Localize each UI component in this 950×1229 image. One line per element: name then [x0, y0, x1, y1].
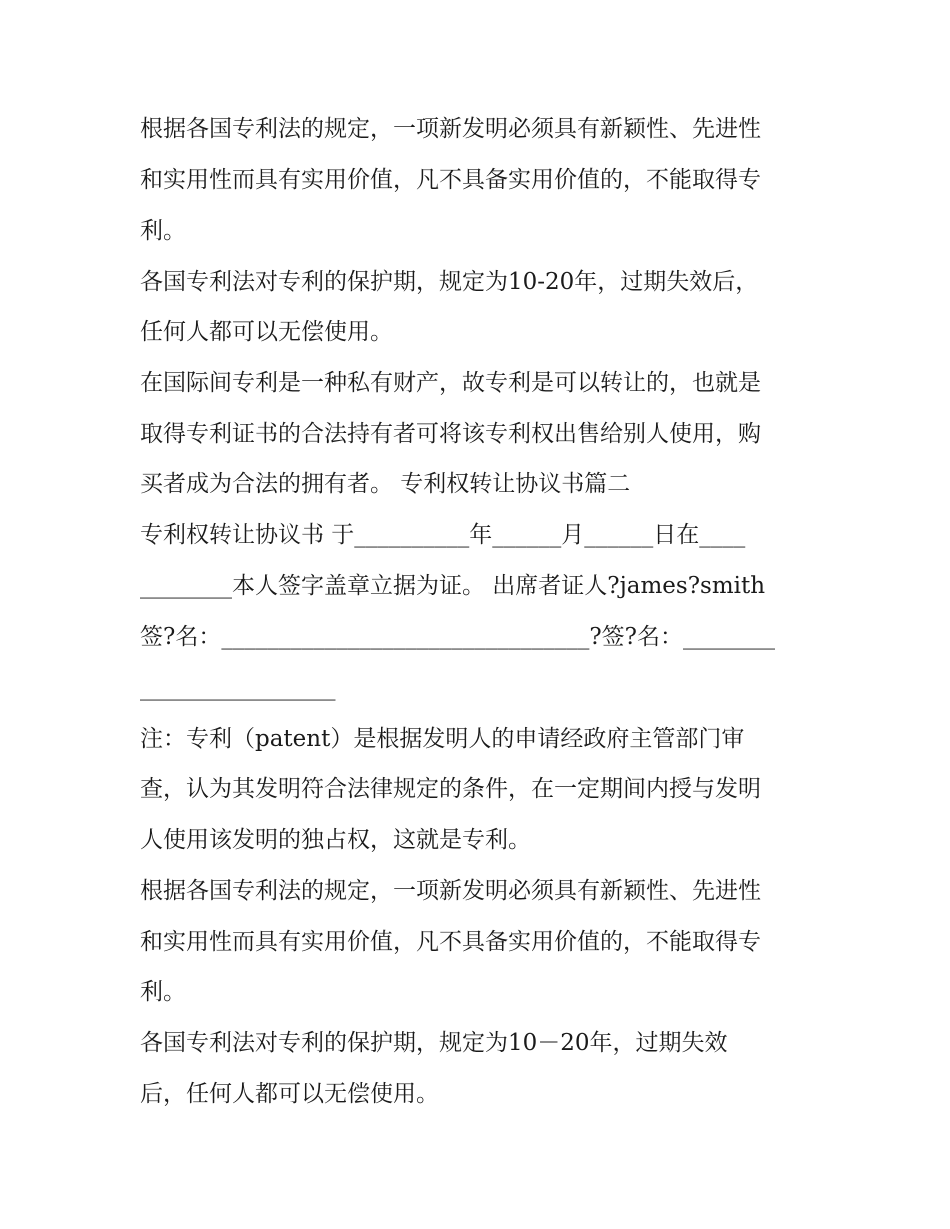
text-line: 注：专利（patent）是根据发明人的申请经政府主管部门审 [140, 726, 745, 752]
text-line: 取得专利证书的合法持有者可将该专利权出售给别人使用，购 [140, 421, 761, 447]
text-line: 买者成为合法的拥有者。 专利权转让协议书篇二 [140, 471, 631, 497]
signature-line: 签?名：________________________________?签?名：________ [140, 624, 775, 650]
text-line: 专利权转让协议书 于__________年______月______日在____ [140, 522, 746, 548]
text-line: 在国际间专利是一种私有财产，故专利是可以转让的，也就是 [140, 370, 761, 396]
text-line: 各国专利法对专利的保护期，规定为10-20年，过期失效后， [140, 269, 759, 295]
text-line: 各国专利法对专利的保护期，规定为10－20年，过期失效 [140, 1030, 728, 1056]
text-line: 任何人都可以无偿使用。 [140, 319, 393, 345]
signature-line-continuation: _________________ [140, 675, 336, 701]
text-line: 人使用该发明的独占权，这就是专利。 [140, 827, 531, 853]
text-line: 利。 [140, 218, 186, 244]
text-line: 后，任何人都可以无偿使用。 [140, 1081, 439, 1107]
text-line: 和实用性而具有实用价值，凡不具备实用价值的，不能取得专 [140, 929, 761, 955]
text-line: ________本人签字盖章立据为证。 出席者证人?james?smith [140, 573, 766, 599]
text-line: 和实用性而具有实用价值，凡不具备实用价值的，不能取得专 [140, 167, 761, 193]
text-line: 根据各国专利法的规定，一项新发明必须具有新颖性、先进性 [140, 878, 761, 904]
text-line: 查，认为其发明符合法律规定的条件，在一定期间内授与发明 [140, 776, 761, 802]
text-line: 根据各国专利法的规定，一项新发明必须具有新颖性、先进性 [140, 116, 761, 142]
text-line: 利。 [140, 979, 186, 1005]
